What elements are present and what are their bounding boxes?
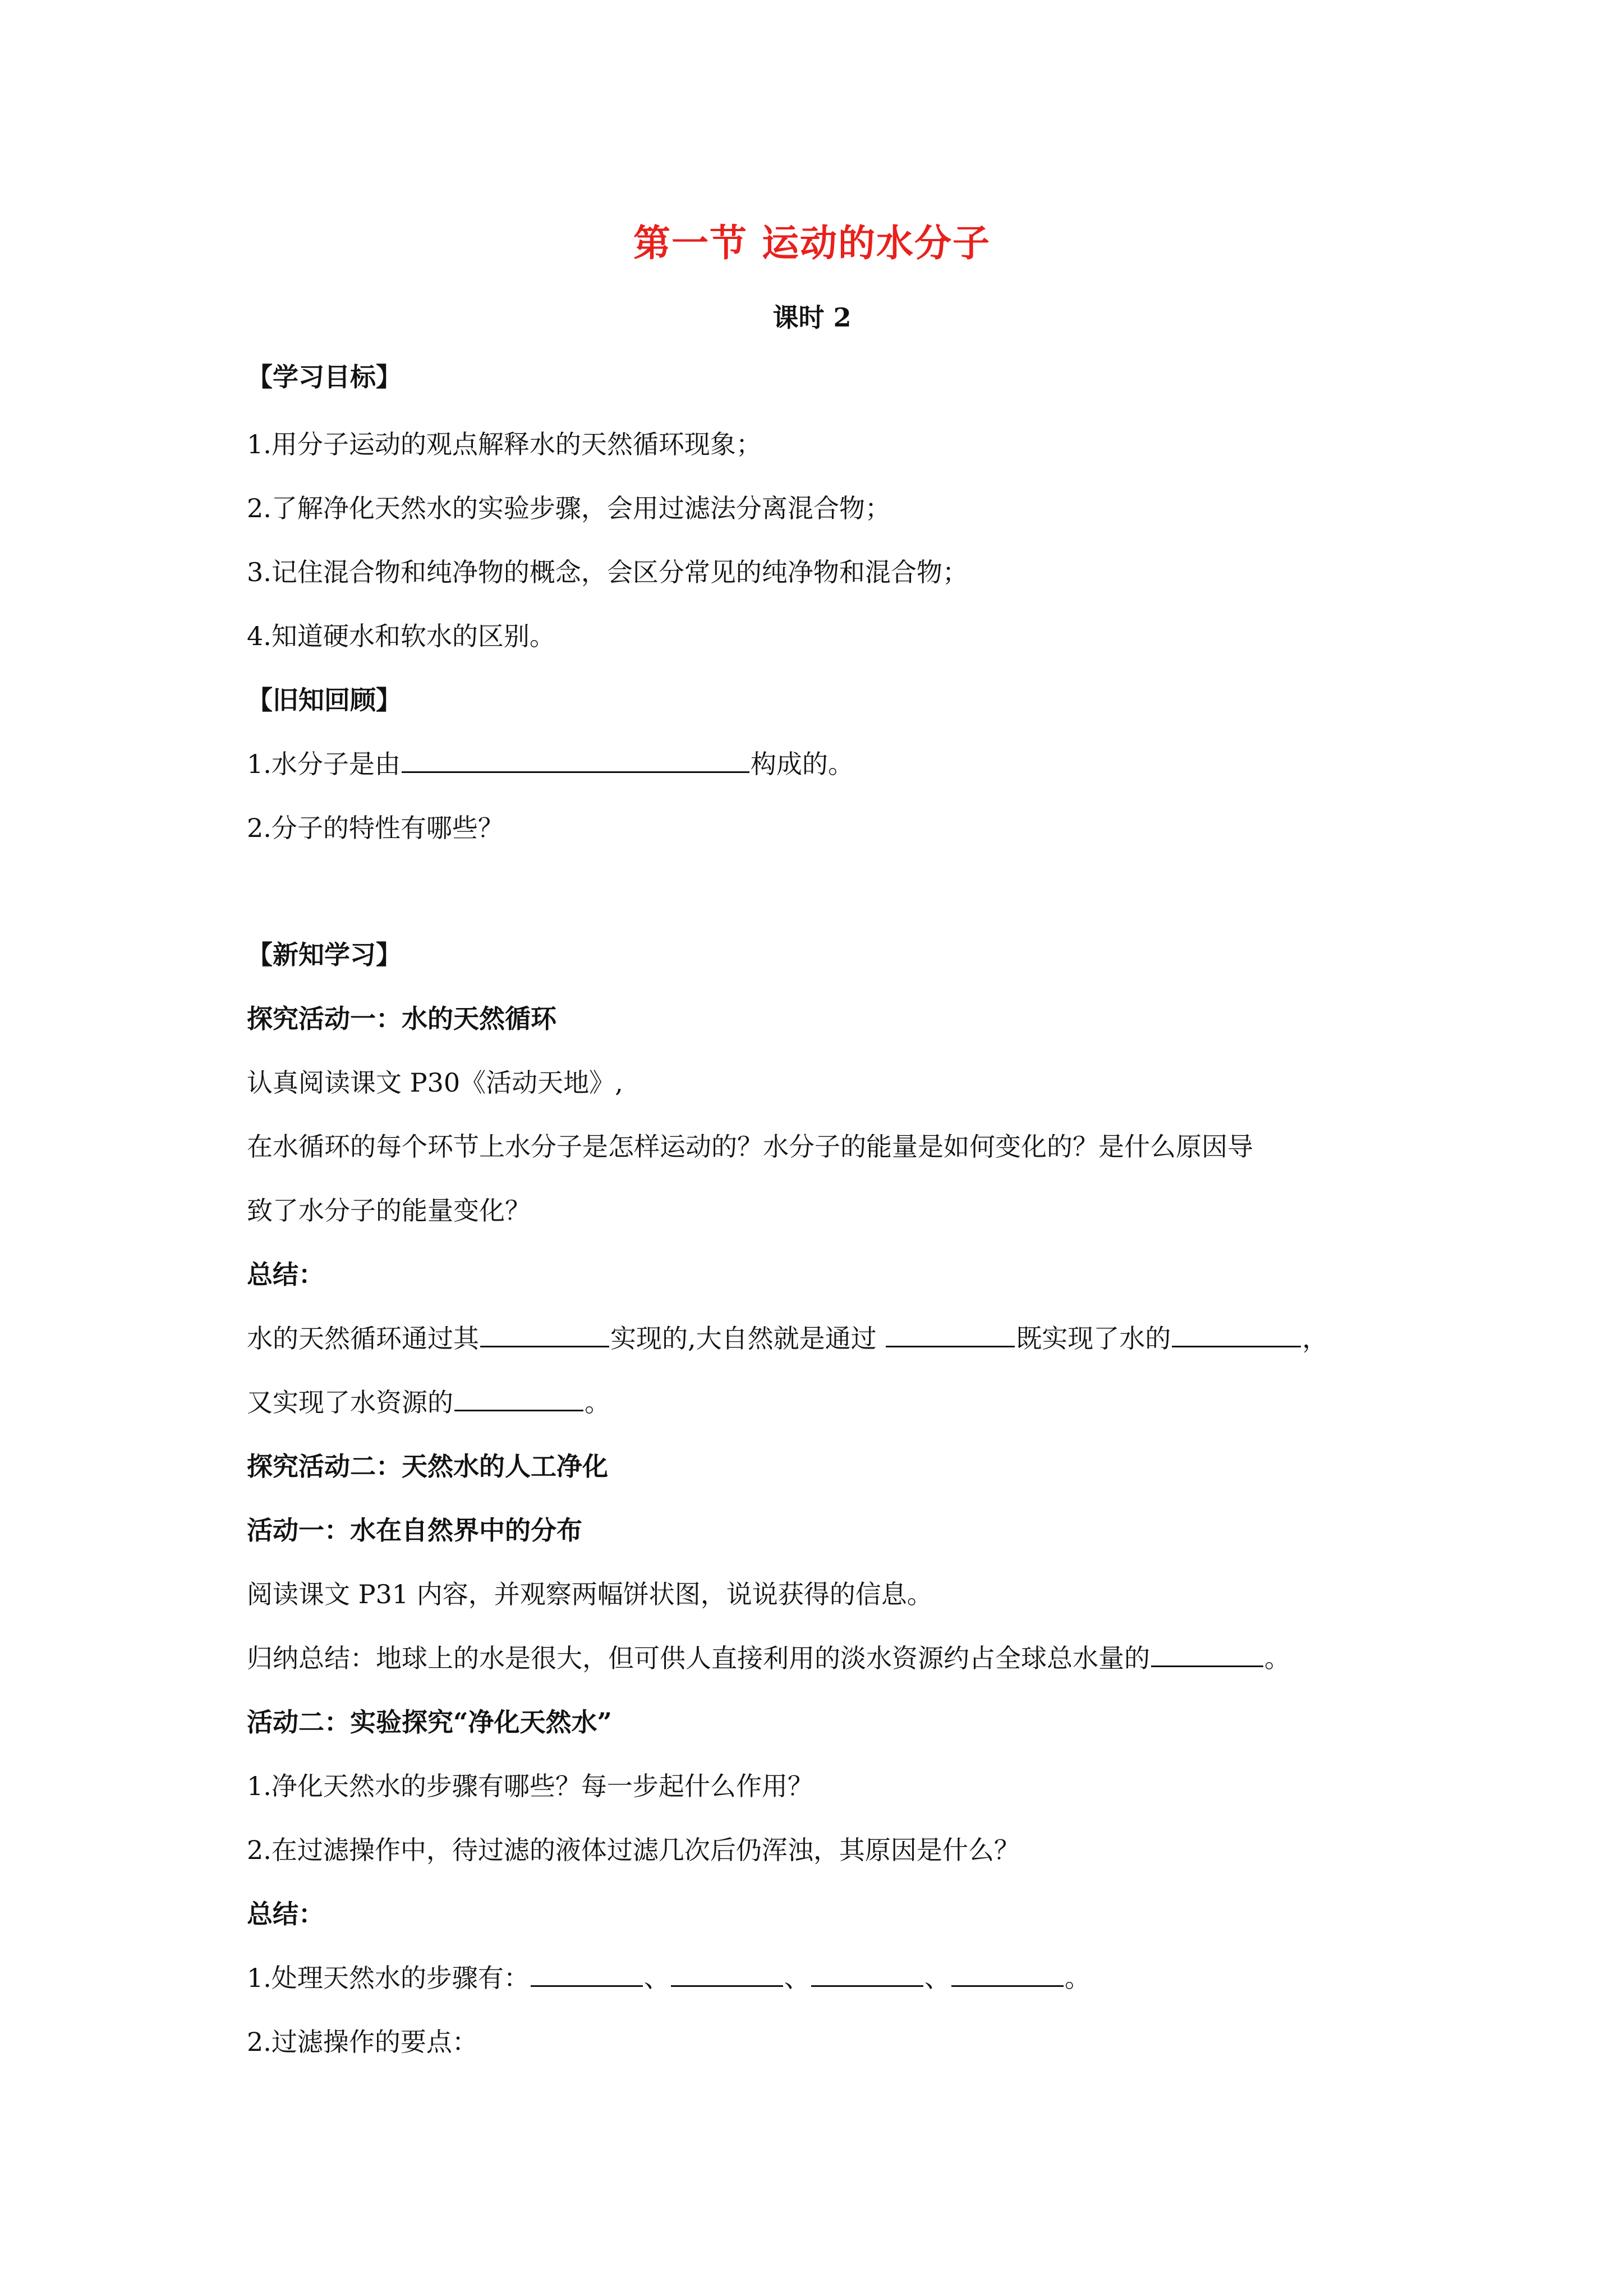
goals-heading: 【学习目标】 [247,362,402,392]
fill-blank[interactable] [1172,1323,1301,1347]
sub-activity2-heading: 活动二：实验探究“净化天然水” [247,1707,612,1737]
separator: 、 [784,1963,810,1993]
fill-blank[interactable] [951,1963,1064,1987]
review-q1-prefix: 1.水分子是由 [247,749,401,779]
fill-blank[interactable] [402,749,749,773]
separator: 、 [924,1963,950,1993]
summary-label: 总结： [247,1899,324,1929]
activity2-heading: 探究活动二：天然水的人工净化 [247,1451,608,1481]
fill-blank[interactable] [480,1323,609,1347]
review-question-2: 2.分子的特性有哪些？ [247,813,504,843]
sub-activity1-reading: 阅读课文 P31 内容，并观察两幅饼状图，说说获得的信息。 [247,1579,933,1609]
summary1-text: 。 [585,1387,610,1418]
summary1-text: 水的天然循环通过其 [247,1323,479,1354]
summary2-question-1 [247,1961,1091,1995]
fill-blank[interactable] [454,1387,583,1411]
review-question-1 [247,747,854,781]
fill-blank[interactable] [531,1963,643,1987]
activity1-question-line1: 在水循环的每个环节上水分子是怎样运动的？水分子的能量是如何变化的？是什么原因导 [247,1131,1253,1162]
review-heading: 【旧知回顾】 [247,685,402,715]
activity1-heading: 探究活动一：水的天然循环 [247,1004,556,1034]
summary2-text: 1.处理天然水的步骤有： [247,1963,530,1993]
sub1-summary-text: 。 [1264,1643,1290,1673]
review-q1-suffix: 构成的。 [750,749,854,779]
summary-label: 总结： [247,1259,324,1290]
new-learning-heading: 【新知学习】 [247,940,402,970]
page-title: 第一节 运动的水分子 [633,221,991,265]
activity1-reading: 认真阅读课文 P30《活动天地》, [247,1068,623,1098]
summary1-line2 [247,1386,610,1419]
lesson-subtitle: 课时 2 [772,302,852,333]
fill-blank[interactable] [811,1963,923,1987]
goal-item: 1.用分子运动的观点解释水的天然循环现象； [247,429,762,459]
goal-item: 4.知道硬水和软水的区别。 [247,621,555,651]
fill-blank[interactable] [1151,1643,1263,1667]
summary1-text: ， [1302,1323,1328,1354]
sub-activity2-question-2: 2.在过滤操作中，待过滤的液体过滤几次后仍浑浊，其原因是什么？ [247,1835,1020,1865]
goal-item: 2.了解净化天然水的实验步骤，会用过滤法分离混合物； [247,493,891,523]
sub1-summary-text: 归纳总结：地球上的水是很大，但可供人直接利用的淡水资源约占全球总水量的 [247,1643,1150,1673]
summary2-question-2: 2.过滤操作的要点： [247,2027,478,2057]
fill-blank[interactable] [886,1323,1015,1347]
separator: 、 [643,1963,670,1993]
summary1-text: 又实现了水资源的 [247,1387,453,1418]
summary1-text: 实现的,大自然就是通过 [610,1323,885,1354]
sub-activity1-summary [247,1641,1290,1675]
goal-item: 3.记住混合物和纯净物的概念，会区分常见的纯净物和混合物； [247,557,968,587]
summary2-text: 。 [1064,1963,1091,1993]
fill-blank[interactable] [671,1963,783,1987]
summary1-line1 [247,1322,1328,1355]
activity1-question-line2: 致了水分子的能量变化？ [247,1195,531,1226]
sub-activity2-question-1: 1.净化天然水的步骤有哪些？每一步起什么作用？ [247,1771,813,1801]
sub-activity1-heading: 活动一：水在自然界中的分布 [247,1515,582,1545]
summary1-text: 既实现了水的 [1016,1323,1171,1354]
